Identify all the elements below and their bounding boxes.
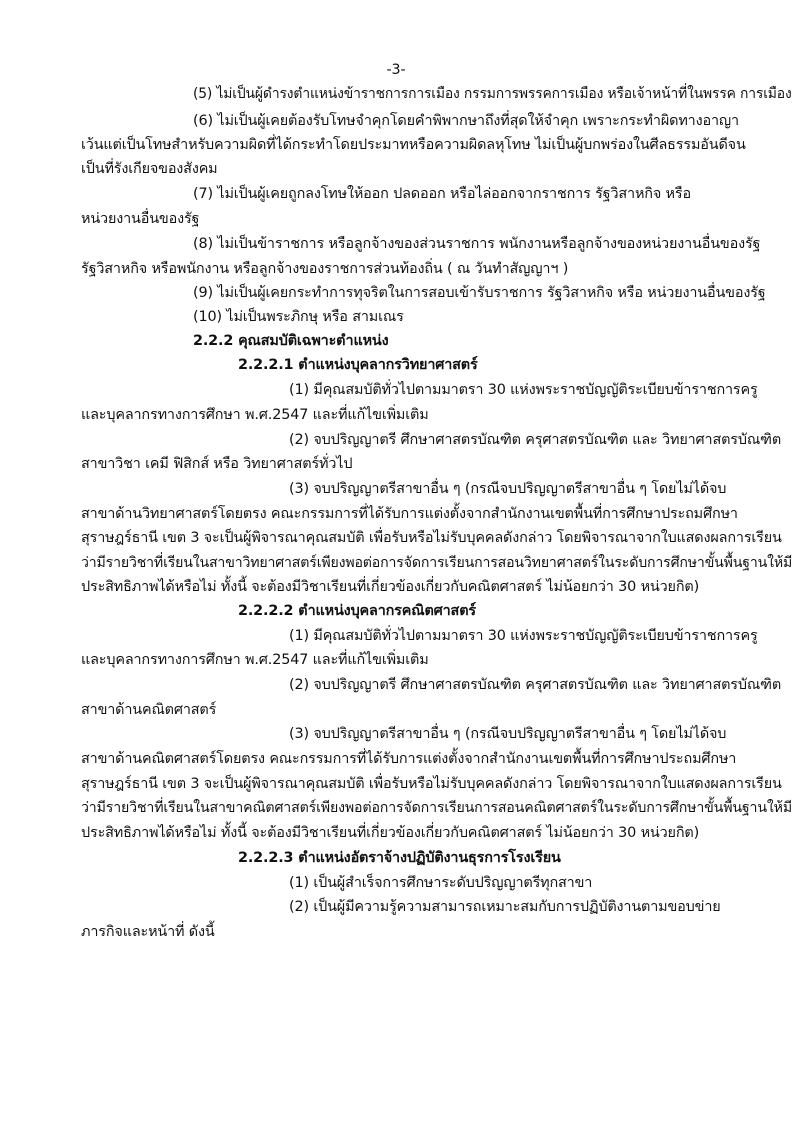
subsection-heading-science: 2.2.2.1 ตำแหน่งบุคลากรวิทยาศาสตร์ — [238, 357, 478, 373]
math-item-3-cont-4: ประสิทธิภาพได้หรือไม่ ทั้งนี้ จะต้องมีวิชาเรียนที่เกี่ยวข้องเกี่ยวกับคณิตศาสตร์ ไม่น้อยกว่า 30 หน่วยกิต) — [81, 825, 700, 841]
admin-item-2-cont: ภารกิจและหน้าที่ ดังนี้ — [81, 924, 215, 940]
subsection-heading-admin: 2.2.2.3 ตำแหน่งอัตราจ้างปฏิบัติงานธุรการโรงเรียน — [238, 850, 561, 866]
math-item-2-cont: สาขาด้านคณิตศาสตร์ — [81, 702, 217, 718]
page-number: -3- — [386, 62, 406, 78]
item-7-cont: หน่วยงานอื่นของรัฐ — [81, 211, 200, 227]
sci-item-3: (3) จบปริญญาตรีสาขาอื่น ๆ (กรณีจบปริญญาตรีสาขาอื่น ๆ โดยไม่ได้จบ — [289, 481, 727, 497]
math-item-3-cont-2: สุราษฎร์ธานี เขต 3 จะเป็นผู้พิจารณาคุณสมบัติ เพื่อรับหรือไม่รับบุคคลดังกล่าว โดยพิจารณาจากใบแสดงผลการเรียน — [81, 776, 782, 792]
item-6: (6) ไม่เป็นผู้เคยต้องรับโทษจำคุกโดยคำพิพากษาถึงที่สุดให้จำคุก เพราะกระทำผิดทางอาญา — [193, 113, 739, 129]
math-item-1-cont: และบุคลากรทางการศึกษา พ.ศ.2547 และที่แก้ไขเพิ่มเติม — [81, 652, 429, 668]
sci-item-3-cont-3: ว่ามีรายวิชาที่เรียนในสาขาวิทยาศาสตร์เพียงพอต่อการจัดการเรียนการสอนวิทยาศาสตร์ในระดับการศึกษาขั้นพื้นฐานให้มี — [81, 555, 793, 571]
sci-item-1-cont: และบุคลากรทางการศึกษา พ.ศ.2547 และที่แก้ไขเพิ่มเติม — [81, 407, 429, 423]
subsection-heading-math: 2.2.2.2 ตำแหน่งบุคลากรคณิตศาสตร์ — [238, 603, 476, 619]
item-6-cont-1: เว้นแต่เป็นโทษสำหรับความผิดที่ได้กระทำโดยประมาทหรือความผิดลหุโทษ ไม่เป็นผู้บกพร่องในศีลธรรมอันดีจน — [81, 137, 746, 153]
math-item-3-cont-1: สาขาด้านคณิตศาสตร์โดยตรง คณะกรรมการที่ได้รับการแต่งตั้งจากสำนักงานเขตพื้นที่การศึกษาประถมศึกษา — [81, 751, 737, 767]
sci-item-2: (2) จบปริญญาตรี ศึกษาศาสตรบัณฑิต ครุศาสตรบัณฑิต และ วิทยาศาสตรบัณฑิต — [289, 432, 782, 448]
math-item-3-cont-3: ว่ามีรายวิชาที่เรียนในสาขาคณิตศาสตร์เพียงพอต่อการจัดการเรียนการสอนคณิตศาสตร์ในระดับการศึกษาขั้นพื้นฐานให้มี — [81, 800, 793, 816]
sci-item-3-cont-2: สุราษฎร์ธานี เขต 3 จะเป็นผู้พิจารณาคุณสมบัติ เพื่อรับหรือไม่รับบุคคลดังกล่าว โดยพิจารณาจากใบแสดงผลการเรียน — [81, 530, 782, 546]
sci-item-1: (1) มีคุณสมบัติทั่วไปตามมาตรา 30 แห่งพระราชบัญญัติระเบียบข้าราชการครู — [289, 382, 758, 398]
sci-item-3-cont-1: สาขาด้านวิทยาศาสตร์โดยตรง คณะกรรมการที่ได้รับการแต่งตั้งจากสำนักงานเขตพื้นที่การศึกษาประถมศึกษา — [81, 506, 738, 522]
item-6-cont-2: เป็นที่รังเกียจของสังคม — [81, 161, 218, 177]
admin-item-1: (1) เป็นผู้สำเร็จการศึกษาระดับปริญญาตรีทุกสาขา — [289, 875, 593, 891]
item-8: (8) ไม่เป็นข้าราชการ หรือลูกจ้างของส่วนราชการ พนักงานหรือลูกจ้างของหน่วยงานอื่นของรัฐ — [193, 236, 761, 252]
sci-item-2-cont: สาขาวิชา เคมี ฟิสิกส์ หรือ วิทยาศาสตร์ทั่วไป — [81, 456, 353, 472]
math-item-1: (1) มีคุณสมบัติทั่วไปตามมาตรา 30 แห่งพระราชบัญญัติระเบียบข้าราชการครู — [289, 628, 758, 644]
admin-item-2: (2) เป็นผู้มีความรู้ความสามารถเหมาะสมกับการปฏิบัติงานตามขอบข่าย — [289, 899, 721, 915]
sci-item-3-cont-4: ประสิทธิภาพได้หรือไม่ ทั้งนี้ จะต้องมีวิชาเรียนที่เกี่ยวข้องเกี่ยวกับคณิตศาสตร์ ไม่น้อยกว่า 30 หน่วยกิต) — [81, 579, 700, 595]
math-item-2: (2) จบปริญญาตรี ศึกษาศาสตรบัณฑิต ครุศาสตรบัณฑิต และ วิทยาศาสตรบัณฑิต — [289, 677, 782, 693]
section-heading-2-2-2: 2.2.2 คุณสมบัติเฉพาะตำแหน่ง — [193, 333, 389, 349]
math-item-3: (3) จบปริญญาตรีสาขาอื่น ๆ (กรณีจบปริญญาตรีสาขาอื่น ๆ โดยไม่ได้จบ — [289, 726, 727, 742]
item-7: (7) ไม่เป็นผู้เคยถูกลงโทษให้ออก ปลดออก หรือไล่ออกจากราชการ รัฐวิสาหกิจ หรือ — [193, 186, 691, 202]
item-5: (5) ไม่เป็นผู้ดำรงตำแหน่งข้าราชการการเมือง กรรมการพรรคการเมือง หรือเจ้าหน้าที่ในพรรค การเมือง — [193, 86, 792, 102]
item-8-cont: รัฐวิสาหกิจ หรือพนักงาน หรือลูกจ้างของราชการส่วนท้องถิ่น ( ณ วันทำสัญญาฯ ) — [81, 261, 569, 277]
item-10: (10) ไม่เป็นพระภิกษุ หรือ สามเณร — [193, 309, 404, 325]
item-9: (9) ไม่เป็นผู้เคยกระทำการทุจริตในการสอบเข้ารับราชการ รัฐวิสาหกิจ หรือ หน่วยงานอื่นของรัฐ — [193, 285, 766, 301]
